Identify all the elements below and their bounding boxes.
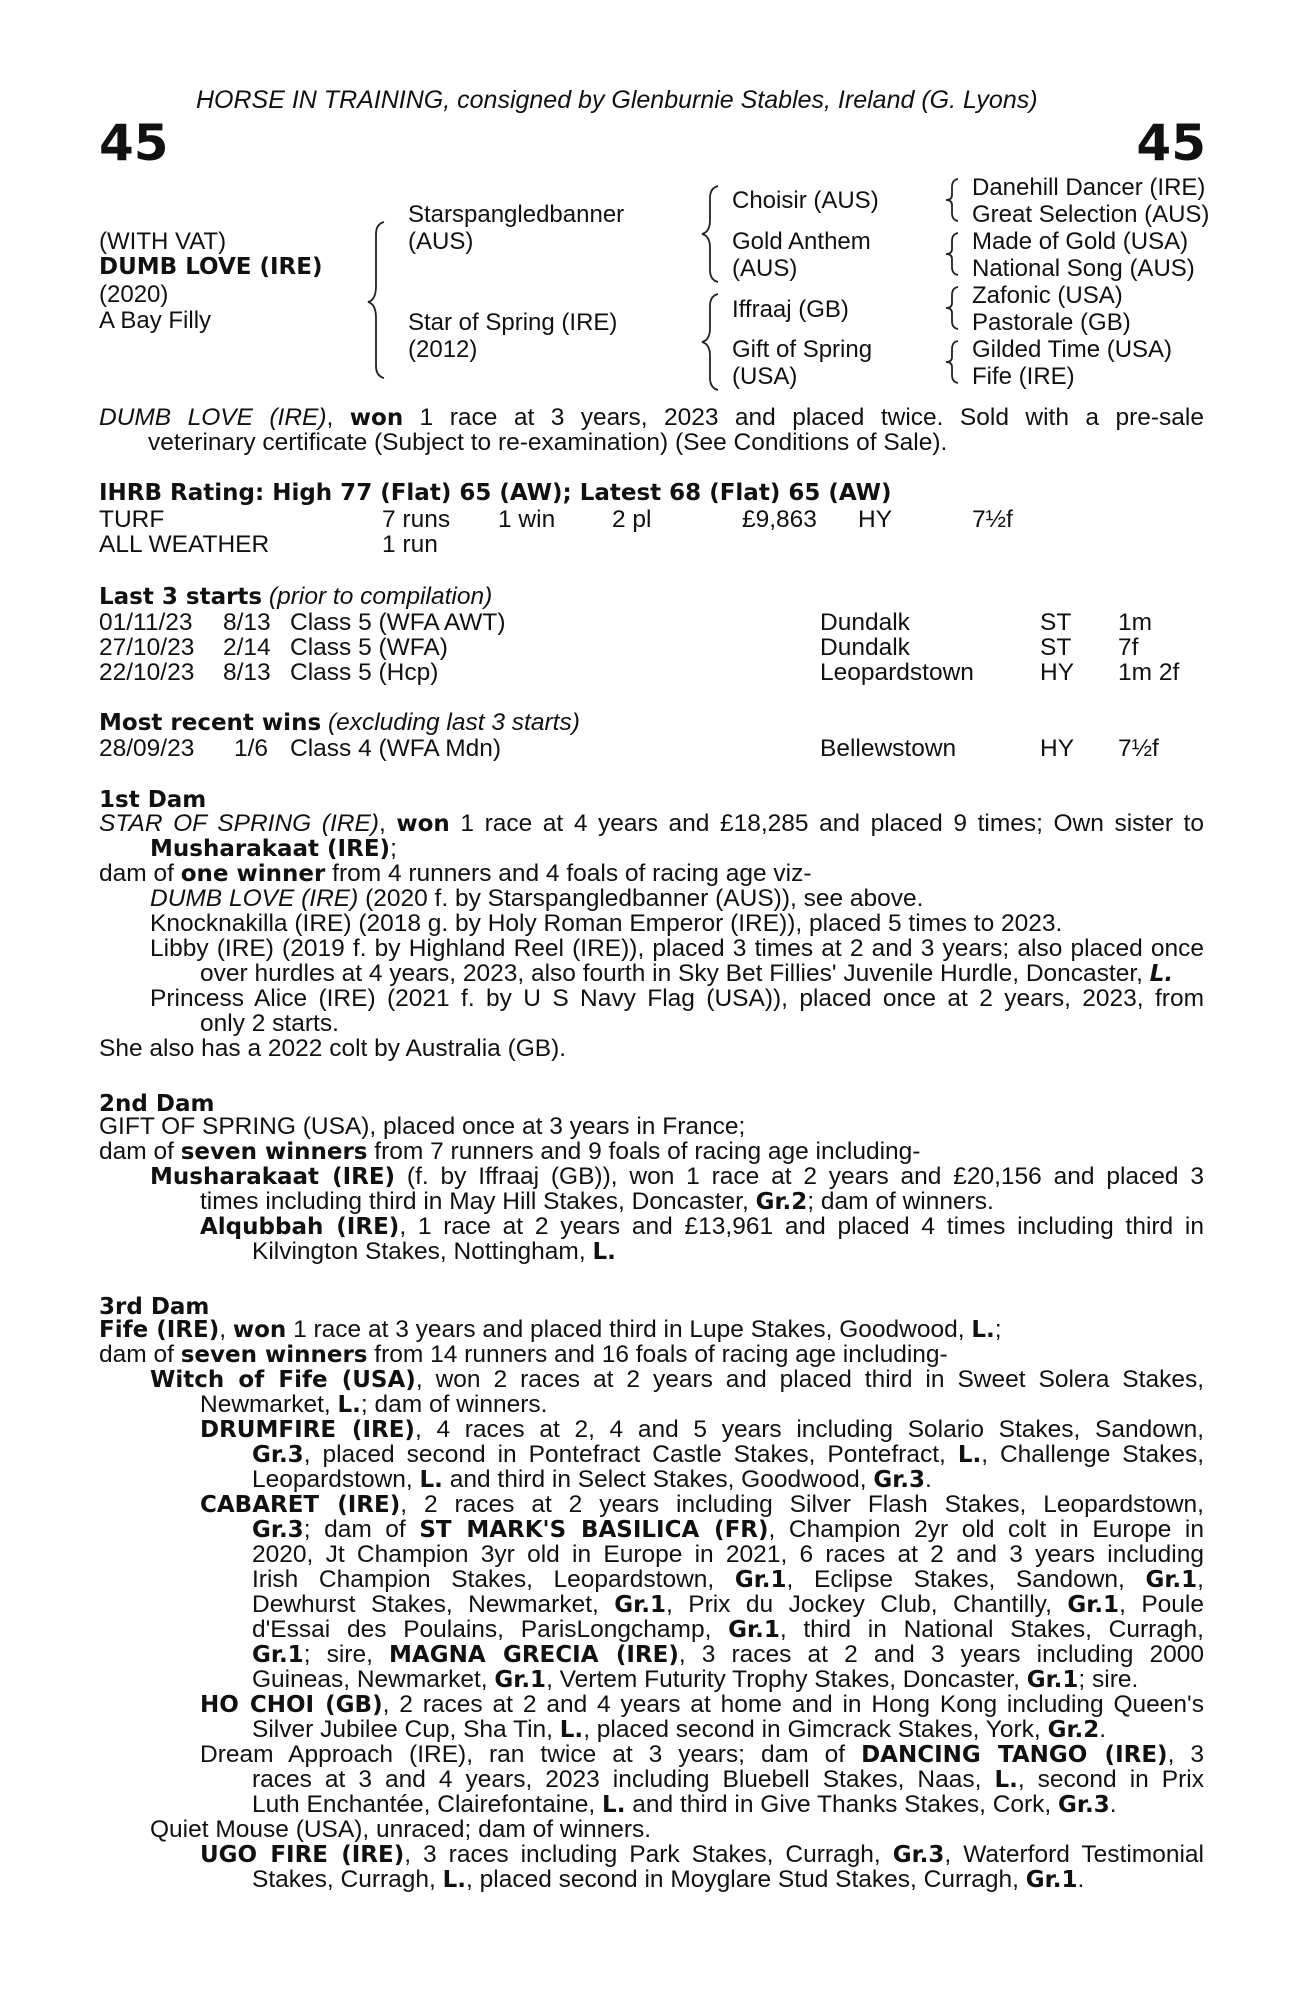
dam3-line: Dream Approach (IRE), ran twice at 3 years; dam of DANCING TANGO (IRE), 3	[200, 1741, 1205, 1768]
table-cell: Dundalk	[820, 634, 910, 661]
pedigree-sds: Made of Gold (USA)	[972, 228, 1189, 255]
table-cell: 7f	[1118, 634, 1139, 661]
table-row: 22/10/23	[99, 659, 195, 686]
dam3-line: d'Essai des Poulains, ParisLongchamp, Gr.1, third in National Stakes, Curragh,	[252, 1616, 1204, 1643]
turf-prize-money: £9,863	[742, 506, 817, 533]
pedigree-dam-dam-origin: (USA)	[732, 363, 798, 390]
pedigree-bracket-main	[372, 220, 392, 380]
pedigree-sire-sire: Choisir (AUS)	[732, 187, 879, 214]
pedigree-dsd: Pastorale (GB)	[972, 309, 1131, 336]
dam3-line: 2020, Jt Champion 3yr old in Europe in 2021, 6 races at 2 and 3 years including	[252, 1541, 1204, 1568]
dam3-line: CABARET (IRE), 2 races at 2 years including Silver Flash Stakes, Leopardstown,	[200, 1491, 1204, 1518]
pedigree-dss: Zafonic (USA)	[972, 282, 1123, 309]
table-cell: Class 5 (WFA AWT)	[290, 609, 506, 636]
table-cell: Class 4 (WFA Mdn)	[290, 735, 502, 762]
pedigree-bracket-g4	[948, 339, 964, 385]
table-cell: 8/13	[223, 659, 271, 686]
table-cell: Bellewstown	[820, 735, 957, 762]
table-cell: ST	[1040, 609, 1072, 636]
table-cell: Dundalk	[820, 609, 910, 636]
pedigree-sire-dam: Gold Anthem	[732, 228, 871, 255]
dam3-line: UGO FIRE (IRE), 3 races including Park Stakes, Curragh, Gr.3, Waterford Testimonial	[200, 1841, 1204, 1868]
horse-name: DUMB LOVE (IRE)	[99, 254, 323, 280]
summary-line-1: DUMB LOVE (IRE), won 1 race at 3 years, 2023 and placed twice. Sold with a pre-sale	[99, 404, 1204, 431]
dam3-line: Stakes, Curragh, L., placed second in Moyglare Stud Stakes, Curragh, Gr.1.	[252, 1866, 1085, 1893]
turf-distance: 7½f	[972, 506, 1013, 533]
dam1-line: over hurdles at 4 years, 2023, also fourth in Sky Bet Fillies' Juvenile Hurdle, Doncaster, L.	[200, 960, 1174, 987]
pedigree-bracket-dam	[706, 292, 726, 392]
dam1-line: Knocknakilla (IRE) (2018 g. by Holy Roman Emperor (IRE)), placed 5 times to 2023.	[150, 910, 1063, 937]
dam3-line: Fife (IRE), won 1 race at 3 years and placed third in Lupe Stakes, Goodwood, L.;	[99, 1316, 1002, 1343]
dam2-line: dam of seven winners from 7 runners and 9 foals of racing age including-	[99, 1138, 921, 1165]
turf-going: HY	[858, 506, 893, 533]
table-row: 01/11/23	[99, 609, 193, 636]
table-cell: HY	[1040, 659, 1075, 686]
first-dam-heading: 1st Dam	[99, 787, 207, 813]
table-row: 28/09/23	[99, 735, 195, 762]
horse-year: (2020)	[99, 281, 169, 308]
dam2-line: GIFT OF SPRING (USA), placed once at 3 years in France;	[99, 1113, 746, 1140]
third-dam-heading: 3rd Dam	[99, 1294, 210, 1320]
dam1-line: STAR OF SPRING (IRE), won 1 race at 4 years and £18,285 and placed 9 times; Own sister to	[99, 810, 1204, 837]
pedigree-sdd: National Song (AUS)	[972, 255, 1195, 282]
turf-label: TURF	[99, 506, 165, 533]
dam3-line: races at 3 and 4 years, 2023 including Bluebell Stakes, Naas, L., second in Prix	[252, 1766, 1204, 1793]
pedigree-ddd: Fife (IRE)	[972, 363, 1075, 390]
dam1-line: only 2 starts.	[200, 1010, 339, 1037]
table-cell: 1m 2f	[1118, 659, 1180, 686]
lot-number-left: 45	[99, 114, 169, 172]
dam3-line: Gr.3, placed second in Pontefract Castle Stakes, Pontefract, L., Challenge Stakes,	[252, 1441, 1204, 1468]
pedigree-bracket-sire	[706, 184, 726, 284]
dam3-line: Guineas, Newmarket, Gr.1, Vertem Futurity Trophy Stakes, Doncaster, Gr.1; sire.	[252, 1666, 1139, 1693]
pedigree-dam: Star of Spring (IRE)	[408, 309, 618, 336]
pedigree-ssd: Great Selection (AUS)	[972, 201, 1210, 228]
pedigree-dam-year: (2012)	[408, 336, 478, 363]
lot-number-right: 45	[1136, 114, 1206, 172]
table-cell: HY	[1040, 735, 1075, 762]
recent-wins-heading: Most recent wins (excluding last 3 starts)	[99, 709, 580, 736]
dam3-line: dam of seven winners from 14 runners and 16 foals of racing age including-	[99, 1341, 948, 1368]
vat-note: (WITH VAT)	[99, 228, 227, 255]
pedigree-bracket-g1	[948, 177, 964, 223]
page-header: HORSE IN TRAINING, consigned by Glenburnie Stables, Ireland (G. Lyons)	[196, 86, 1038, 114]
pedigree-sire-dam-origin: (AUS)	[732, 255, 798, 282]
dam3-line: Dewhurst Stakes, Newmarket, Gr.1, Prix du Jockey Club, Chantilly, Gr.1, Poule	[252, 1591, 1204, 1618]
turf-wins: 1 win	[498, 506, 556, 533]
dam3-line: DRUMFIRE (IRE), 4 races at 2, 4 and 5 years including Solario Stakes, Sandown,	[200, 1416, 1205, 1443]
dam3-line: Newmarket, L.; dam of winners.	[200, 1391, 548, 1418]
dam3-line: Luth Enchantée, Clairefontaine, L. and third in Give Thanks Stakes, Cork, Gr.3.	[252, 1791, 1117, 1818]
table-cell: Class 5 (Hcp)	[290, 659, 439, 686]
dam2-line: Musharakaat (IRE) (f. by Iffraaj (GB)), won 1 race at 2 years and £20,156 and placed 3	[150, 1163, 1204, 1190]
dam2-line: Alqubbah (IRE), 1 race at 2 years and £13,961 and placed 4 times including third in	[200, 1213, 1205, 1240]
dam3-line: Gr.1; sire, MAGNA GRECIA (IRE), 3 races at 2 and 3 years including 2000	[252, 1641, 1204, 1668]
dam3-line: HO CHOI (GB), 2 races at 2 and 4 years at home and in Hong Kong including Queen's	[200, 1691, 1204, 1718]
dam3-line: Irish Champion Stakes, Leopardstown, Gr.1, Eclipse Stakes, Sandown, Gr.1,	[252, 1566, 1204, 1593]
dam1-line: Musharakaat (IRE);	[150, 835, 397, 862]
dam2-line: times including third in May Hill Stakes, Doncaster, Gr.2; dam of winners.	[200, 1188, 994, 1215]
dam3-line: Quiet Mouse (USA), unraced; dam of winners.	[150, 1816, 652, 1843]
pedigree-dds: Gilded Time (USA)	[972, 336, 1173, 363]
dam3-line: Witch of Fife (USA), won 2 races at 2 years and placed third in Sweet Solera Stakes,	[150, 1366, 1205, 1393]
dam3-line: Leopardstown, L. and third in Select Stakes, Goodwood, Gr.3.	[252, 1466, 932, 1493]
dam1-line: She also has a 2022 colt by Australia (GB).	[99, 1035, 567, 1062]
dam1-line: DUMB LOVE (IRE) (2020 f. by Starspangledbanner (AUS)), see above.	[150, 885, 924, 912]
pedigree-bracket-g2	[948, 231, 964, 277]
dam3-line: Silver Jubilee Cup, Sha Tin, L., placed second in Gimcrack Stakes, York, Gr.2.	[252, 1716, 1107, 1743]
pedigree-sire: Starspangledbanner	[408, 201, 625, 228]
rating-heading: IHRB Rating: High 77 (Flat) 65 (AW); Latest 68 (Flat) 65 (AW)	[99, 480, 892, 506]
dam1-line: Libby (IRE) (2019 f. by Highland Reel (IRE)), placed 3 times at 2 and 3 years; also placed once	[150, 935, 1204, 962]
dam2-line: Kilvington Stakes, Nottingham, L.	[252, 1238, 616, 1265]
table-cell: Leopardstown	[820, 659, 974, 686]
second-dam-heading: 2nd Dam	[99, 1091, 215, 1117]
summary-line-2: veterinary certificate (Subject to re-examination) (See Conditions of Sale).	[148, 429, 948, 456]
table-cell: 1m	[1118, 609, 1153, 636]
table-cell: Class 5 (WFA)	[290, 634, 448, 661]
aw-label: ALL WEATHER	[99, 531, 270, 558]
pedigree-bracket-g3	[948, 285, 964, 331]
table-cell: 8/13	[223, 609, 271, 636]
pedigree-dam-sire: Iffraaj (GB)	[732, 296, 849, 323]
pedigree-sss: Danehill Dancer (IRE)	[972, 174, 1206, 201]
last3-heading: Last 3 starts (prior to compilation)	[99, 583, 493, 610]
turf-placed: 2 pl	[612, 506, 652, 533]
dam3-line: Gr.3; dam of ST MARK'S BASILICA (FR), Champion 2yr old colt in Europe in	[252, 1516, 1204, 1543]
table-cell: 7½f	[1118, 735, 1159, 762]
dam1-line: dam of one winner from 4 runners and 4 foals of racing age viz-	[99, 860, 812, 887]
dam1-line: Princess Alice (IRE) (2021 f. by U S Navy Flag (USA)), placed once at 2 years, 2023, from	[150, 985, 1204, 1012]
pedigree-dam-dam: Gift of Spring	[732, 336, 873, 363]
pedigree-sire-origin: (AUS)	[408, 228, 474, 255]
table-cell: 2/14	[223, 634, 271, 661]
horse-description: A Bay Filly	[99, 307, 212, 334]
table-row: 27/10/23	[99, 634, 195, 661]
turf-runs: 7 runs	[382, 506, 451, 533]
table-cell: 1/6	[234, 735, 269, 762]
aw-runs: 1 run	[382, 531, 438, 558]
table-cell: ST	[1040, 634, 1072, 661]
